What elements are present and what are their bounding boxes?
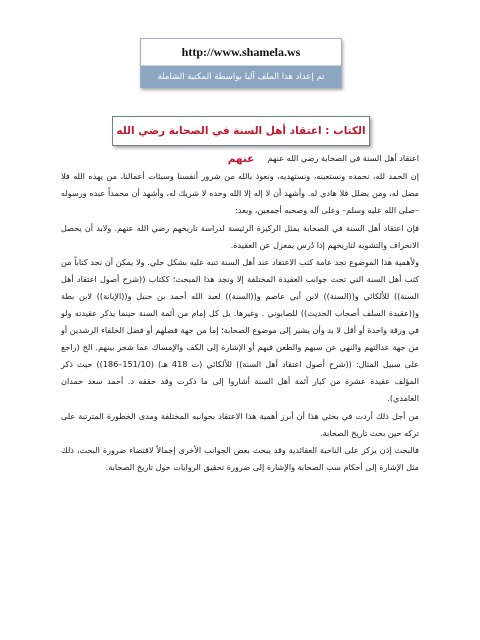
generated-note: تم إعداد هذا الملف آليا بواسطة المكتبة الشاملة xyxy=(141,66,341,88)
paragraph-heading: اعتقاد أهل السنة في الصحابة رضي الله عنهم xyxy=(267,153,419,163)
paragraph: فإن اعتقاد أهل السنة في الصحابة يمثل الركيزة الرئيسة لدراسة تاريخهم رضي الله عنهم. ولابد أن يحصل الانحراف والتشويه لتاريخهم إذا دُرس بمعزل عن العقيدة. xyxy=(61,222,419,250)
paragraph: ولأهمية هذا الموضوع نجد عامة كتب الاعتقاد عند أهل السنة تنبه عليه بشكل جلي. ولا يمكن أن نجد كتاباً من كتب أهل السنة التي تحث جوانب العقيدة المختلفة إلا ونجد هذا المبحث؛ ككتاب ((شرح أصول اعتقاد أهل السنة)) للألكائي و((السنة)) لابن أبي عاصم و((السنة)) لعبد الله أحمد بن حنبل و((الإبانة)) لابن بطة و((عقيدة السلف أصحاب الحديث)) للصابوني . وغيرها. بل كل إمام من أئمة السنة حينما يذكر عقيدته ولو في ورقة واحدة أو أقل لا بد وأن يشير إلى موضوع الصحابة؛ إما من جهة فضلهم أو فضل الخلفاء الرشدين أو من جهة عدالتهم والنهي عن سبهم والطعن فيهم أو الإشارة إلى الكف والإمساك عما شجر بينهم. الخ (راجع على سبيل المثال: ((شرح أصول اعتقاد أهل السنة)) للألكائي (ت 418 هـ) (151/10–186)) حيث ذكر المؤلف عقيدة عشرة من كبار أئمة أهل السنة أشاروا إلى ما ذكرت وقد حققه د. أحمد سعد حمدان الغامدي). xyxy=(61,257,419,403)
paragraph: إن الحمد لله، نحمده ونستعينه، ونستهديه، ونعوذ بالله من شرور أنفسنا وسيئات أعمالنا، من يهده الله فلا مضل له، ومن يضلل فلا هادي له. وأشهد أن لا إله إلا الله وحده لا شريك له، وأشهد أن محمداً عبده ورسوله –صلى الله عليه وسلم– وعلى آله وصحبه أجمعين، وبعد: xyxy=(61,170,419,215)
paragraph: من أجل ذلك أردت في بحثي هذا أن أبرز أهمية هذا الاعتقاد بجوانبه المختلفة ومدى الخطورة المترتبة على تركه حين بحث تاريخ الصحابة. xyxy=(61,410,419,438)
book-title: الكتاب : اعتقاد أهل السنة في الصحابة رضي الله عنهم xyxy=(112,116,370,146)
site-url[interactable]: http://www.shamela.ws xyxy=(141,39,341,66)
site-header xyxy=(140,38,342,88)
document-body xyxy=(61,150,419,476)
paragraph: فالبحث إذن يركز على الناحية العقائدية وقد يبحث بعض الجوانب الأخرى إجمالاً لاقتضاء ضرورة البحث، ذلك مثل الإشارة إلى أحكام سب الصحابة والإشارة إلى ضرورة تحقيق الروايات حول تاريخ الصحابة. xyxy=(61,445,419,473)
